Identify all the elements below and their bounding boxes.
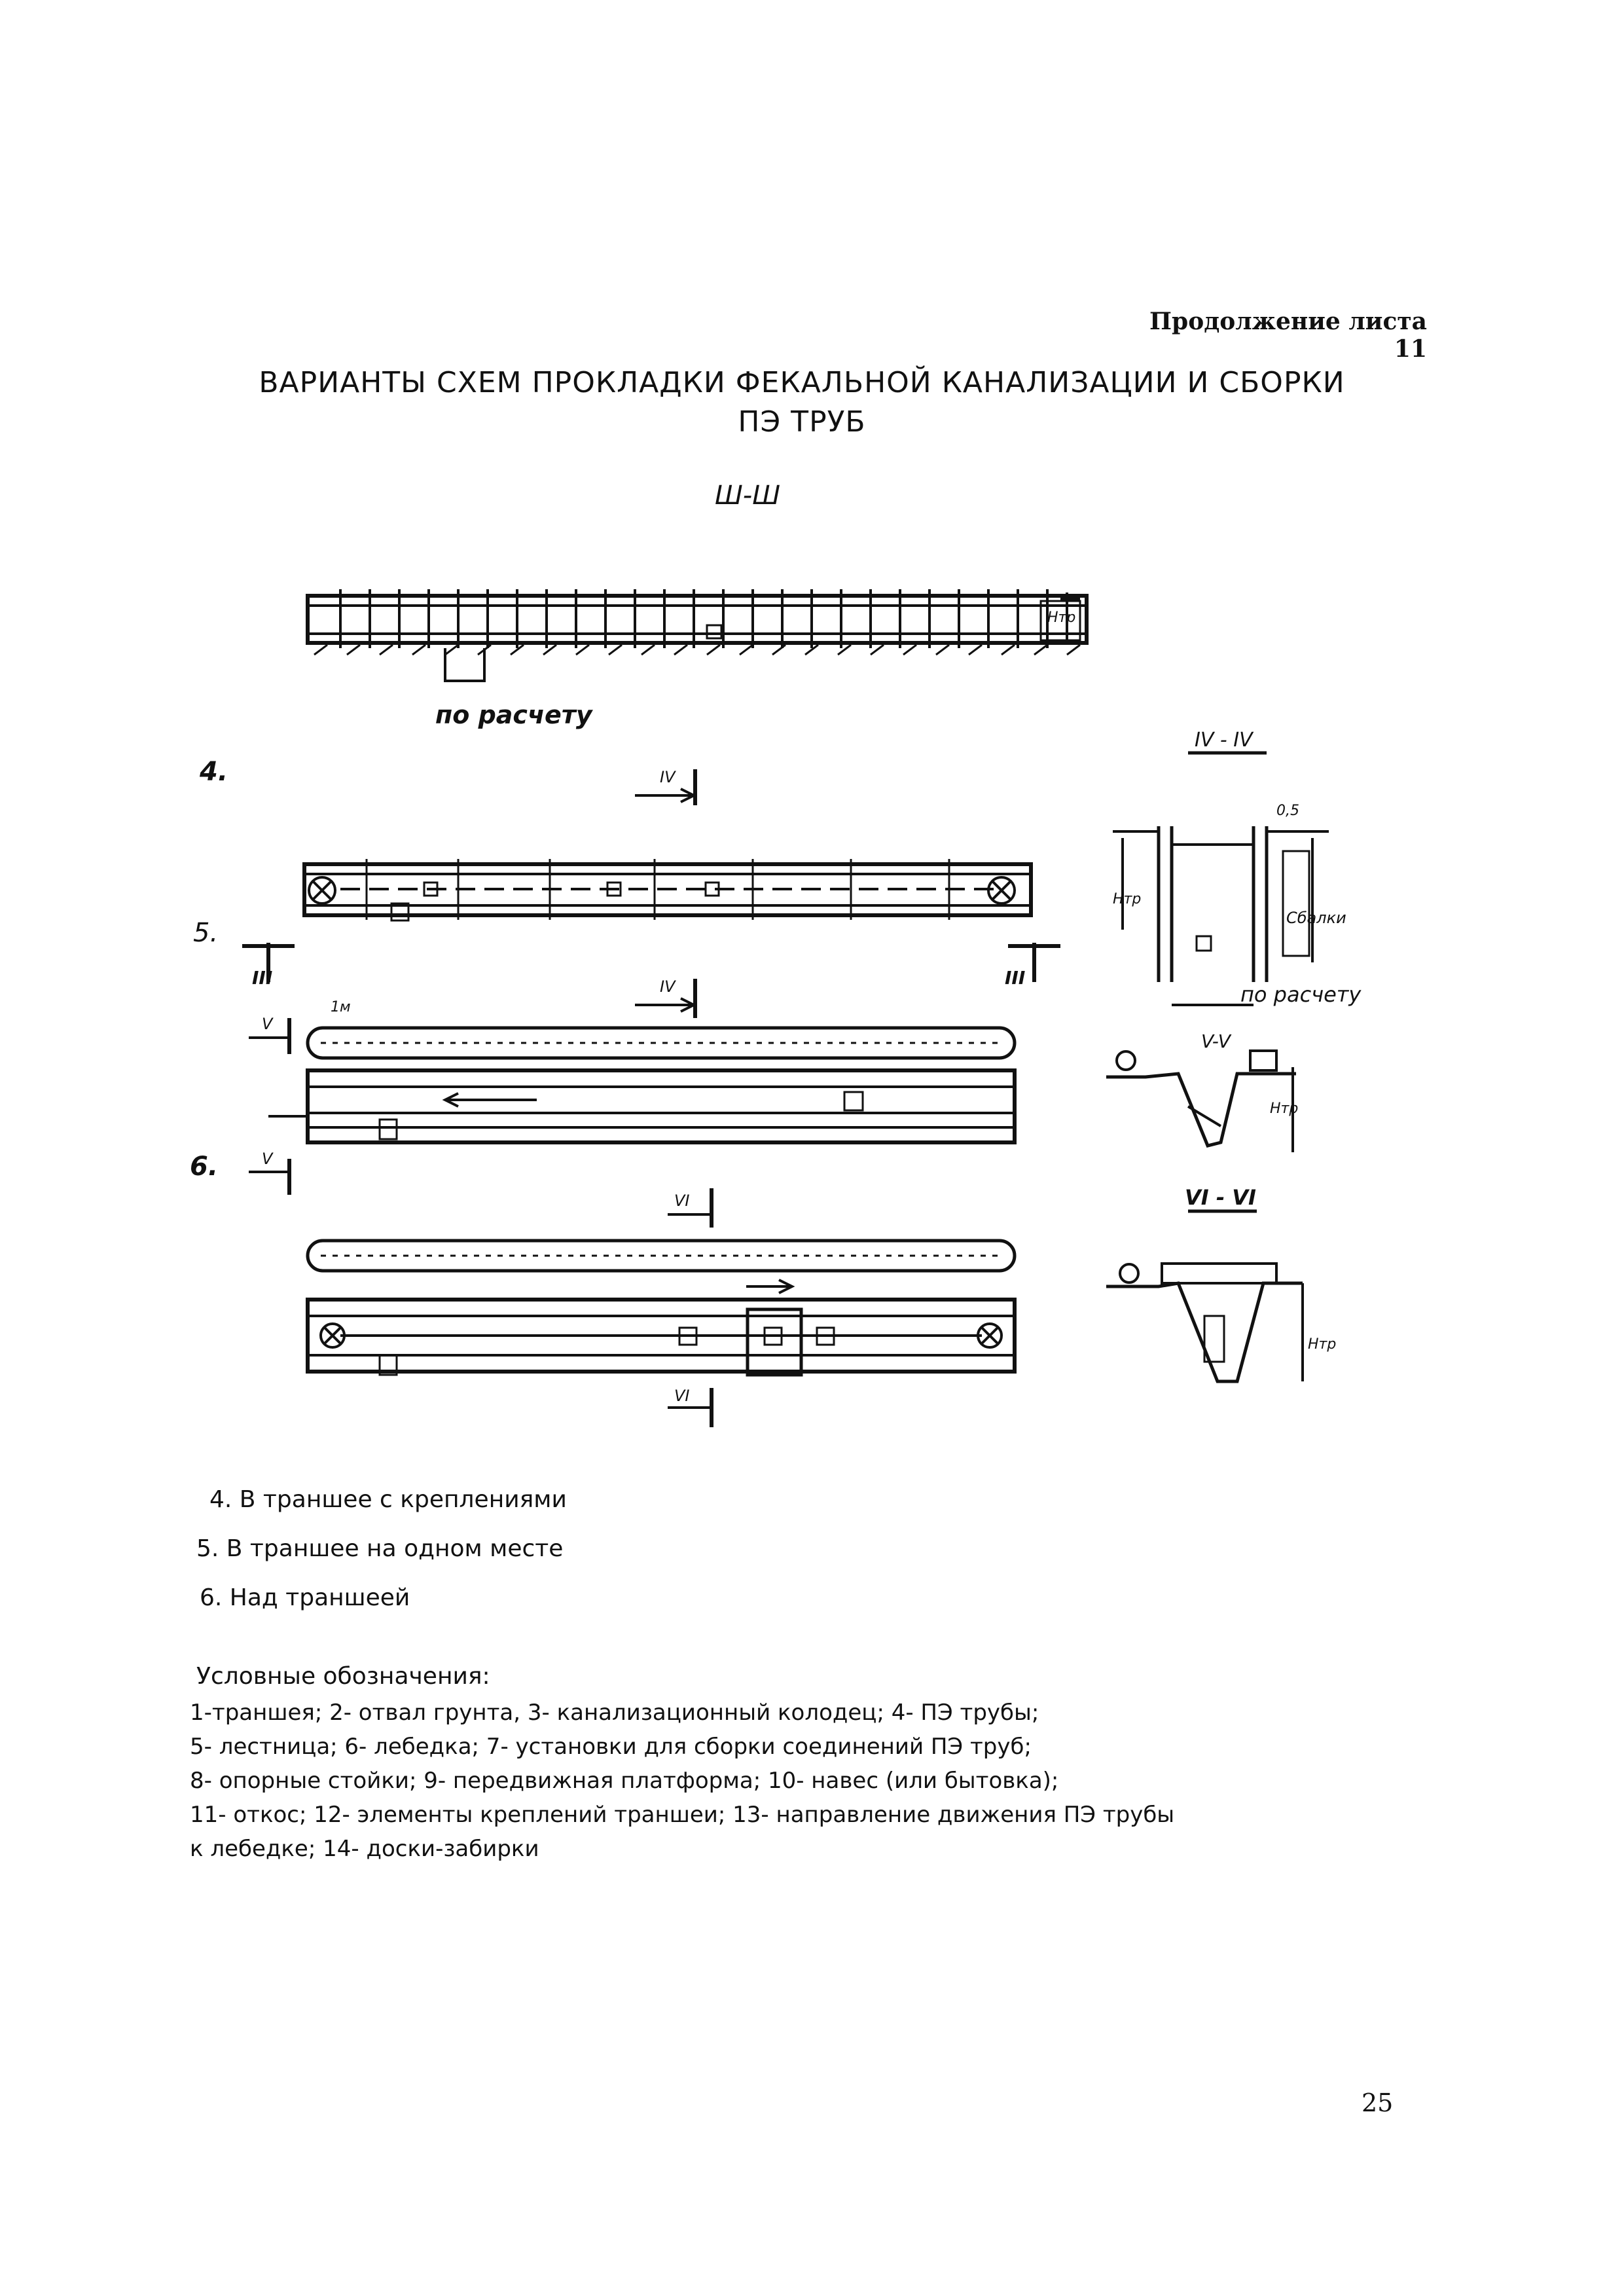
page-number: 25 [1362,2088,1394,2117]
legend-line: 8- опорные стойки; 9- передвижная платформа; 10- навес (или бытовка); [190,1768,1059,1794]
htr-dim-iii: Нтр [1047,610,1076,626]
iv-marker-top: IV [660,768,676,786]
legend-line: 5- лестница; 6- лебедка; 7- установки для сборки соединений ПЭ труб; [190,1734,1032,1760]
caption-variant-6: 6. Над траншеей [200,1584,410,1611]
section-iv-label: IV - IV [1195,729,1253,752]
section-vi-drawing [1106,1211,1303,1381]
section-iii-drawing [308,589,1087,681]
variant-4-mark: 4. [200,757,228,787]
section-iv-drawing [1113,753,1329,1005]
calc-note-label: по расчету [435,701,592,729]
continuation-header: Продолжение листа 11 [1149,308,1427,363]
legend-list [190,1696,1434,1866]
variant-4-plan [304,769,1031,920]
caption-variant-5: 5. В траншее на одном месте [196,1535,564,1562]
balk-dim-iv: Сбалки [1286,909,1346,927]
iv-marker-mid: IV [660,977,676,996]
section-iii-label: Ш-Ш [715,481,780,511]
variant-5-mark: 5. [193,918,219,948]
variant-6-plan [308,1188,1015,1427]
legend-line: к лебедке; 14- доски-забирки [190,1836,539,1862]
title-line-1: ВАРИАНТЫ СХЕМ ПРОКЛАДКИ ФЕКАЛЬНОЙ КАНАЛИЗАЦИИ И СБОРКИ [259,366,1345,399]
section-vi-label: VI - VI [1185,1185,1256,1210]
dim-05: 0,5 [1276,803,1299,819]
caption-variant-4: 4. В траншее с креплениями [209,1486,567,1513]
vi-marker-top: VI [674,1192,690,1210]
dim-1m: 1м [331,999,351,1015]
calc-note-small-label: по расчету [1240,982,1362,1007]
vi-marker-bottom: VI [674,1387,690,1405]
section-v-label: V-V [1201,1030,1231,1052]
section-v-drawing [1106,1051,1299,1152]
v-marker-bottom: V [262,1150,273,1168]
legend-line: 1-траншея; 2- отвал грунта, 3- канализационный колодец; 4- ПЭ трубы; [190,1700,1039,1726]
htr-dim-iv: Нтр [1113,891,1142,907]
legend-line: 11- откос; 12- элементы креплений траншеи; 13- направление движения ПЭ трубы [190,1802,1175,1828]
title-line-2: ПЭ ТРУБ [738,405,866,439]
v-marker-top: V [262,1015,273,1033]
legend-title: Условные обозначения: [196,1663,490,1690]
iii-marker-right: III [1005,967,1026,989]
variant-6-mark: 6. [190,1152,219,1182]
htr-dim-v: Нтр [1270,1101,1299,1117]
iii-marker-left: III [252,967,273,989]
htr-dim-vi: Нтр [1308,1336,1337,1353]
variant-5-plan [242,943,1060,1195]
